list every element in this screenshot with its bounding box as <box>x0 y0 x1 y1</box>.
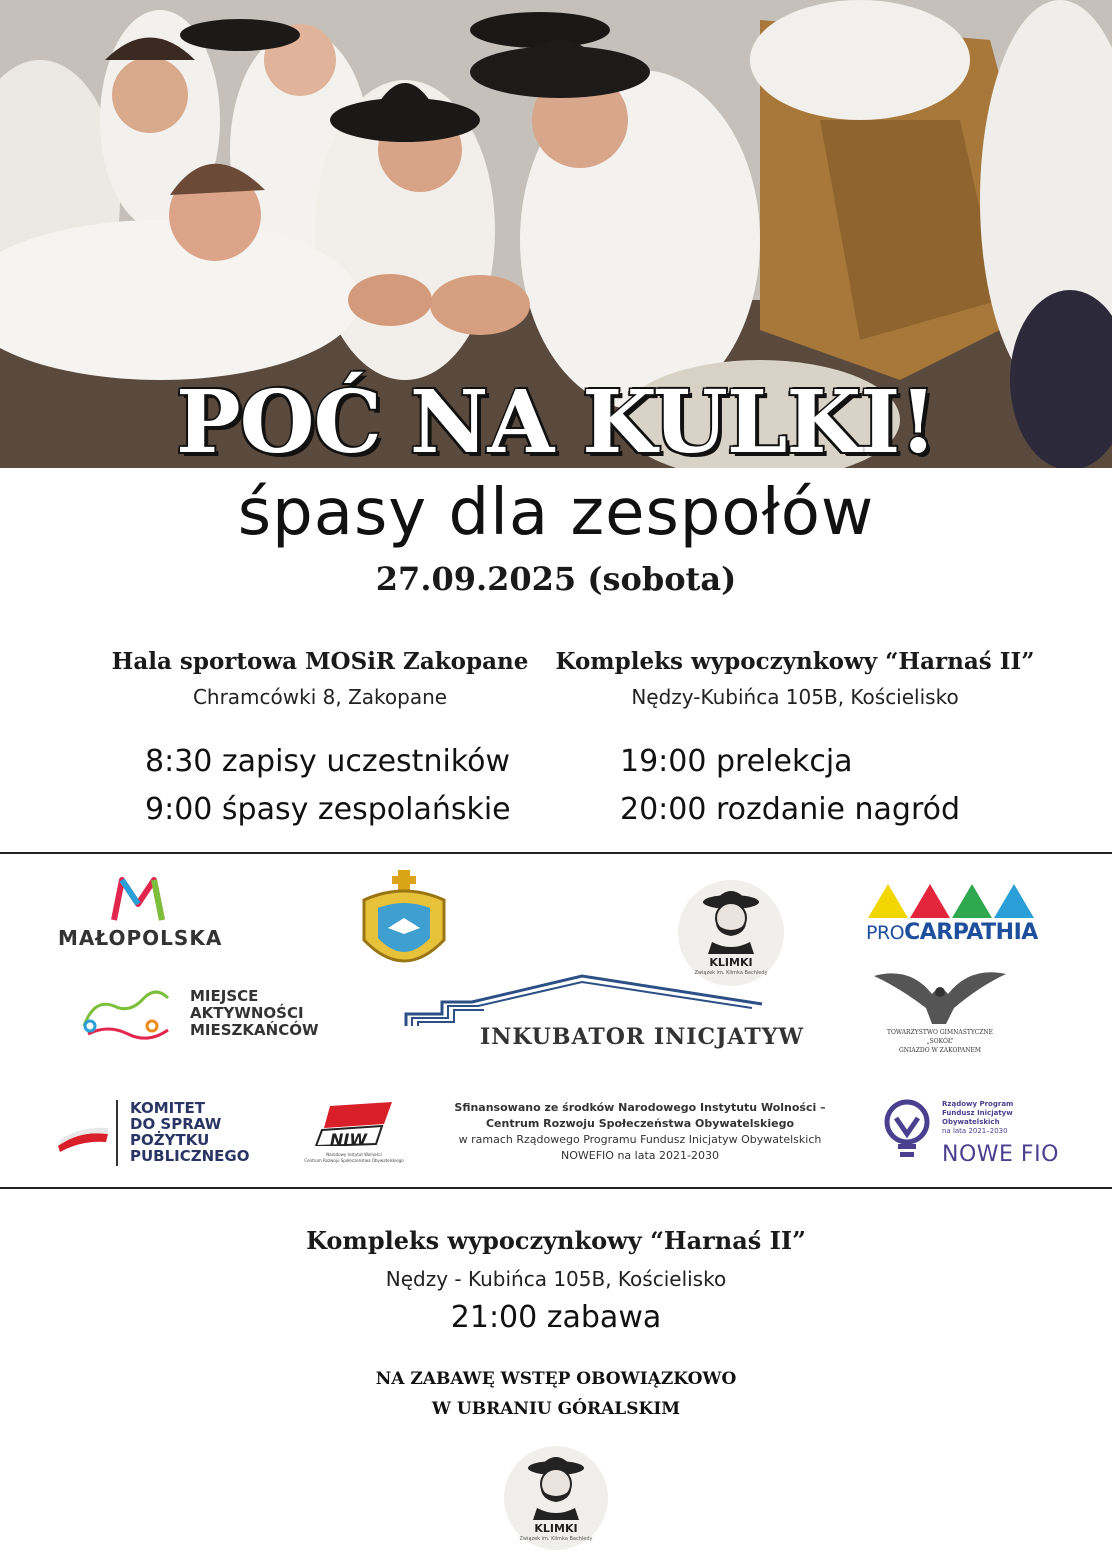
venue-address: Nędzy - Kubińca 105B, Kościelisko <box>385 1267 727 1291</box>
venue-name: Kompleks wypoczynkowy “Harnaś II” <box>555 648 1035 675</box>
schedule-left <box>145 738 511 834</box>
niw-sublabel: Narodowy Instytut Wolności Centrum Rozwoju Społeczeństwa Obywatelskiego <box>304 1152 404 1163</box>
inkubator-inicjatyw-logo <box>402 970 805 1056</box>
komitet-label: KOMITET DO SPRAW POŻYTKU PUBLICZNEGO <box>130 1099 250 1165</box>
venue-name: Hala sportowa MOSiR Zakopane <box>111 648 529 675</box>
fio-small-label: Rządowy Program Fundusz Inicjatyw Obywatelskich na lata 2021–2030 <box>942 1100 1014 1135</box>
venue-name: Kompleks wypoczynkowy “Harnaś II” <box>306 1226 806 1255</box>
komitet-logo <box>56 1100 266 1170</box>
venue-left <box>100 648 540 709</box>
komitet-divider <box>116 1100 118 1166</box>
procarpathia-logo <box>866 882 1036 944</box>
coat-of-arms-icon <box>352 870 456 980</box>
klimki-label: KLIMKI <box>709 956 753 969</box>
malopolska-label: MAŁOPOLSKA <box>58 926 223 950</box>
falcon-icon <box>870 964 1010 1028</box>
inkubator-label: INKUBATOR INICJATYW <box>480 1024 805 1050</box>
procarpathia-triangles-icon <box>866 882 1036 920</box>
schedule-item: 9:00 śpasy zespolańskie <box>145 792 511 827</box>
miejsce-aktywnosci-logo <box>78 986 328 1046</box>
evening-venue <box>0 1226 1112 1291</box>
nowe-fio-logo <box>880 1098 1070 1172</box>
malopolska-m-icon <box>108 874 168 924</box>
sokol-label: TOWARZYSTWO GIMNASTYCZNE „SOKÓŁ” GNIAZDO W ZAKOPANEM <box>886 1029 994 1054</box>
schedule-item: 20:00 rozdanie nagród <box>620 792 961 827</box>
poster-title: POĆ NA KULKI! <box>175 372 937 473</box>
klimki-sublabel: Związek im. Klimka Bachledy <box>694 970 768 976</box>
venue-right <box>540 648 1050 709</box>
divider-bottom <box>0 1187 1112 1189</box>
poster-subtitle: śpasy dla zespołów <box>237 476 875 550</box>
inkubator-roof-icon <box>402 970 772 1030</box>
venue-address: Chramcówki 8, Zakopane <box>192 685 448 709</box>
fio-label: NOWE FIO <box>942 1142 1059 1167</box>
niw-logo <box>304 1100 404 1170</box>
event-date: 27.09.2025 (sobota) <box>375 560 737 598</box>
zakopane-coat-of-arms <box>352 870 456 980</box>
party-time: 21:00 zabawa <box>450 1300 662 1335</box>
malopolska-logo <box>58 874 223 954</box>
polish-flag-icon <box>56 1120 110 1154</box>
dress-code-notice: NA ZABAWĘ WSTĘP OBOWIĄZKOWO W UBRANIU GÓRALSKIM <box>375 1369 737 1419</box>
niw-label: NIW <box>330 1130 367 1149</box>
lightbulb-icon <box>880 1098 934 1162</box>
funding-note: Sfinansowano ze środków Narodowego Instytutu Wolności – Centrum Rozwoju Społeczeństwa Obywatelskiego w ramach Rządowego Programu Fundusz Inicjatyw Obywatelskich NOWEFIO na lata 2021-2030 <box>454 1101 826 1162</box>
klimki-sublabel: Związek im. Klimka Bachledy <box>519 1536 593 1542</box>
miejsce-scribble-icon <box>78 986 174 1040</box>
schedule-item: 8:30 zapisy uczestników <box>145 744 510 779</box>
sokol-logo <box>870 964 1010 1060</box>
venue-address: Nędzy-Kubińca 105B, Kościelisko <box>631 685 959 709</box>
divider-top <box>0 852 1112 854</box>
schedule-right <box>620 738 960 834</box>
klimki-label: KLIMKI <box>534 1522 578 1535</box>
miejsce-label: MIEJSCE AKTYWNOŚCI MIESZKAŃCÓW <box>190 987 319 1039</box>
klimki-logo-bottom <box>504 1446 608 1550</box>
schedule-item: 19:00 prelekcja <box>620 744 853 779</box>
procarpathia-label: PROCARPATHIA <box>866 920 1038 945</box>
